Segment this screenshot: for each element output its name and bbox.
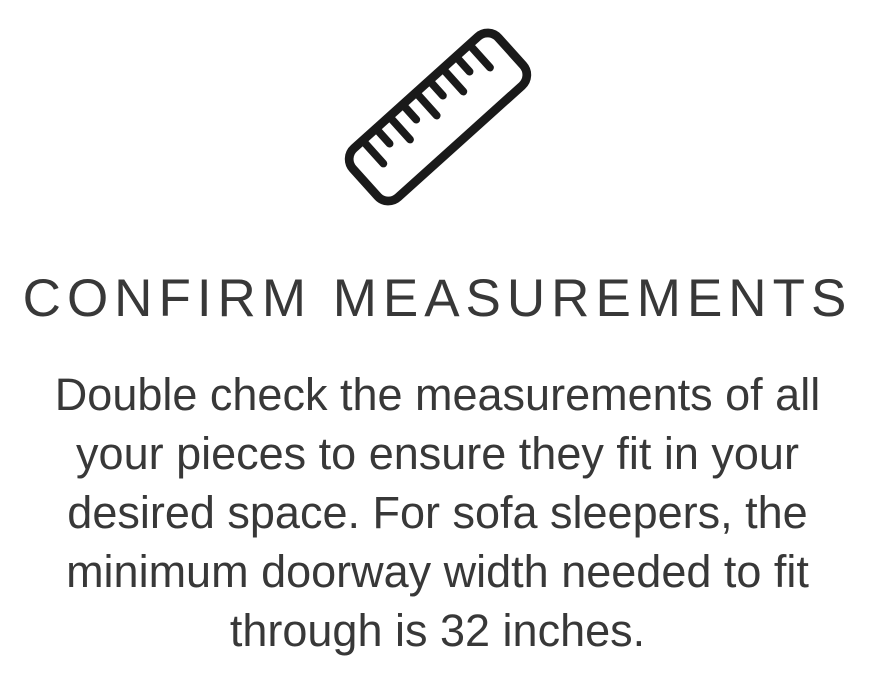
body-text <box>55 365 820 660</box>
body-line: through is 32 inches. <box>229 605 646 656</box>
body-line: desired space. For sofa sleepers, the <box>67 487 808 538</box>
body-line: Double check the measurements of all <box>54 369 821 420</box>
body-line: minimum doorway width needed to fit <box>66 546 809 597</box>
body-line: your pieces to ensure they fit in your <box>76 428 799 479</box>
ruler-icon <box>335 22 541 212</box>
section-heading: CONFIRM MEASUREMENTS <box>22 269 853 328</box>
